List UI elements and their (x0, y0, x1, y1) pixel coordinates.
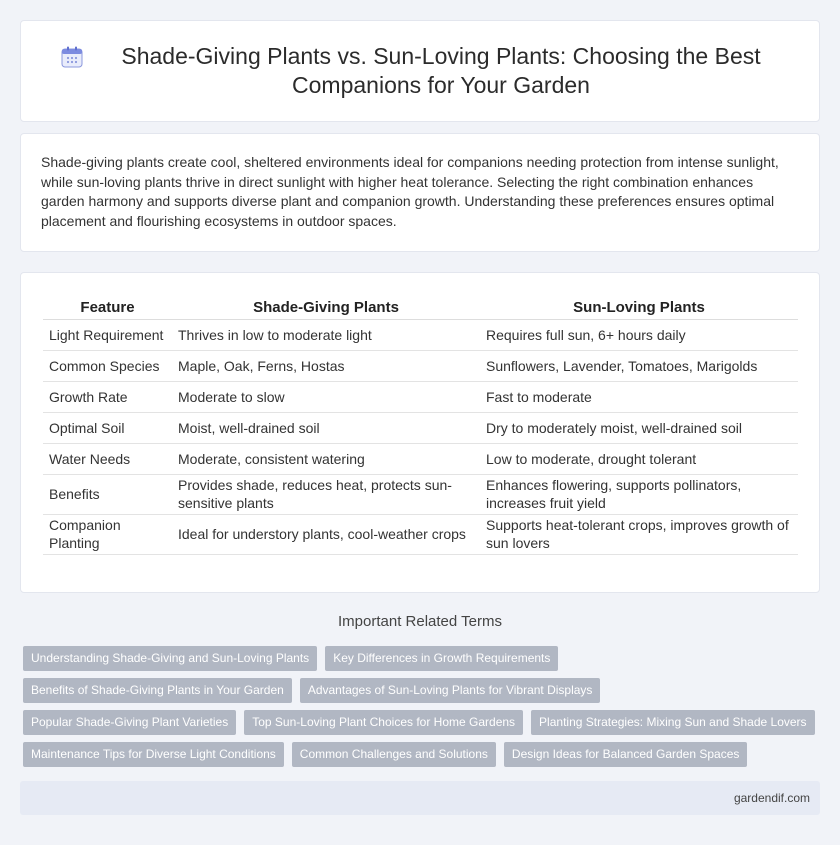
comparison-card (20, 272, 820, 593)
table-cell: Fast to moderate (480, 381, 798, 412)
related-term-tag[interactable]: Understanding Shade-Giving and Sun-Loving Plants (23, 646, 317, 671)
table-cell: Low to moderate, drought tolerant (480, 443, 798, 474)
intro-text: Shade-giving plants create cool, sheltered environments ideal for companions needing protection from intense sunlight, while sun-loving plants thrive in direct sunlight with higher heat tolerance. Selecting the right combination enhances garden harmony and supports diverse plant and companion growth. Understanding these preferences ensures optimal placement and flourishing ecosystems in outdoor spaces. (41, 154, 779, 229)
footer-site-link[interactable]: gardendif.com (733, 791, 810, 805)
table-cell: Light Requirement (43, 319, 172, 350)
header-shade: Shade-Giving Plants (172, 291, 480, 319)
related-term-tag[interactable]: Common Challenges and Solutions (292, 742, 496, 767)
table-cell: Moderate to slow (172, 381, 480, 412)
footer (20, 781, 820, 815)
table-cell: Dry to moderately moist, well-drained soil (480, 412, 798, 443)
table-cell: Moist, well-drained soil (172, 412, 480, 443)
table-cell: Thrives in low to moderate light (172, 319, 480, 350)
table-cell: Maple, Oak, Ferns, Hostas (172, 350, 480, 381)
table-row (43, 319, 798, 350)
table-cell: Moderate, consistent watering (172, 443, 480, 474)
related-term-tag[interactable]: Benefits of Shade-Giving Plants in Your Garden (23, 678, 292, 703)
related-term-tag[interactable]: Key Differences in Growth Requirements (325, 646, 558, 671)
table-cell: Ideal for understory plants, cool-weather crops (172, 514, 480, 554)
table-row (43, 474, 798, 514)
header-sun: Sun-Loving Plants (480, 291, 798, 319)
table-cell: Provides shade, reduces heat, protects sun-sensitive plants (172, 474, 480, 514)
table-cell: Supports heat-tolerant crops, improves growth of sun lovers (480, 514, 798, 554)
table-row (43, 350, 798, 381)
table-cell: Growth Rate (43, 381, 172, 412)
related-term-tag[interactable]: Design Ideas for Balanced Garden Spaces (504, 742, 747, 767)
related-term-tag[interactable]: Top Sun-Loving Plant Choices for Home Gardens (244, 710, 523, 735)
related-term-tag[interactable]: Advantages of Sun-Loving Plants for Vibrant Displays (300, 678, 601, 703)
table-cell: Enhances flowering, supports pollinators, increases fruit yield (480, 474, 798, 514)
related-terms-list (23, 646, 823, 774)
table-cell: Requires full sun, 6+ hours daily (480, 319, 798, 350)
intro-card (20, 133, 820, 252)
table-cell: Companion Planting (43, 514, 172, 554)
table-header-row (43, 291, 798, 319)
table-cell: Water Needs (43, 443, 172, 474)
related-terms-title: Important Related Terms (338, 613, 502, 630)
table-cell: Common Species (43, 350, 172, 381)
related-term-tag[interactable]: Popular Shade-Giving Plant Varieties (23, 710, 236, 735)
header-card (20, 20, 820, 122)
page-title: Shade-Giving Plants vs. Sun-Loving Plants: Choosing the Best Companions for Your Garden (121, 43, 761, 98)
table-row (43, 412, 798, 443)
comparison-table (43, 291, 798, 555)
table-row (43, 514, 798, 554)
table-row (43, 443, 798, 474)
table-row (43, 381, 798, 412)
header-feature: Feature (43, 291, 172, 319)
related-term-tag[interactable]: Maintenance Tips for Diverse Light Conditions (23, 742, 284, 767)
table-cell: Sunflowers, Lavender, Tomatoes, Marigolds (480, 350, 798, 381)
calendar-icon (61, 46, 83, 68)
table-cell: Benefits (43, 474, 172, 514)
table-cell: Optimal Soil (43, 412, 172, 443)
related-term-tag[interactable]: Planting Strategies: Mixing Sun and Shade Lovers (531, 710, 815, 735)
